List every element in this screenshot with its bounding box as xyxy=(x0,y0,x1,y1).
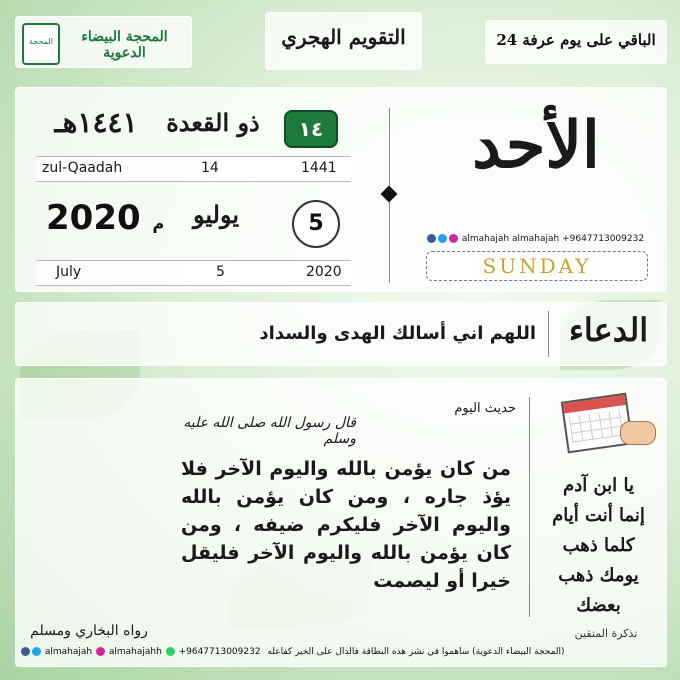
hijri-day-ar: ١٤ xyxy=(298,117,324,141)
greg-day-circle xyxy=(292,200,340,248)
reminder-line: كلما ذهب xyxy=(562,535,635,556)
social-line-text: almahajah almahajah +9647713009232 xyxy=(461,234,645,244)
hijri-en-box xyxy=(36,156,351,182)
hadith-intro: قال رسول الله صلى الله عليه وسلم xyxy=(183,415,356,447)
reminder-line: يومك ذهب xyxy=(558,565,639,586)
hadith-ornament-divider xyxy=(523,397,537,617)
hijri-month-ar: ذو القعدة xyxy=(166,108,260,137)
logo-panel xyxy=(15,16,192,68)
greg-en-box xyxy=(36,260,351,286)
hadith-panel xyxy=(15,378,667,667)
greg-year-suffix: م xyxy=(152,214,165,233)
greg-day: 5 xyxy=(308,211,324,236)
header-bar xyxy=(15,12,665,72)
hijri-year-en: 1441 xyxy=(301,160,337,176)
dua-text: اللهم اني أسالك الهدى والسداد xyxy=(259,323,536,344)
hand-icon xyxy=(620,421,656,445)
reminder-line: إنما أنت أيام xyxy=(552,505,645,526)
calendar-title-panel xyxy=(265,12,422,70)
calendar-title: التقويم الهجري xyxy=(281,25,406,49)
dua-title: الدعاء xyxy=(568,311,649,349)
greg-day-en: 5 xyxy=(216,264,225,280)
footer-phone: +9647713009232 xyxy=(178,647,261,657)
dua-panel xyxy=(15,302,667,366)
hadith-section-label: حديث اليوم xyxy=(454,401,516,416)
greg-year xyxy=(46,198,166,238)
footer xyxy=(20,647,662,663)
hijri-day-en: 14 xyxy=(201,160,219,176)
reminder-line: يا ابن آدم xyxy=(563,475,634,496)
footer-handle-2: almahajahh xyxy=(108,647,162,657)
greg-year-number: 2020 xyxy=(46,198,141,238)
hijri-month-en: zul-Qaadah xyxy=(42,160,123,176)
hadith-text: من كان يؤمن بالله واليوم الآخر فلا يؤذ جاره ، ومن كان يؤمن بالله واليوم الآخر فليكرم ضيفه ، ومن كان يؤمن بالله واليوم الآخر فليقل خيرا أو ليصمت xyxy=(181,458,511,592)
hadith-narrator: رواه البخاري ومسلم xyxy=(30,623,148,639)
day-name-en-box xyxy=(426,251,648,281)
greg-month-en: July xyxy=(56,264,82,280)
logo-text: المحجة البيضاء الدعوية xyxy=(81,29,168,61)
logo-icon xyxy=(22,23,60,65)
day-name-en: SUNDAY xyxy=(482,254,592,278)
reminder-lines xyxy=(536,471,661,621)
arafah-countdown: الباقي على يوم عرفة 24 xyxy=(496,31,656,49)
date-panel xyxy=(15,87,667,292)
arafah-countdown-panel xyxy=(485,20,667,64)
social-line xyxy=(426,234,644,244)
hijri-day-box xyxy=(284,110,338,148)
reminder-label: تذكرة المتقين xyxy=(574,627,638,640)
dua-divider xyxy=(548,311,549,357)
ornament-diamond xyxy=(381,186,398,203)
ornament-divider xyxy=(376,108,404,283)
logo-small-text: المحجة xyxy=(29,37,53,46)
reminder-line: بعضك xyxy=(576,595,621,616)
footer-note: (المحجة البيضاء الدعوية) ساهموا في نشر هذه البطاقة فالدال على الخير كفاعله xyxy=(267,647,565,657)
day-name-ar: الأحد xyxy=(472,108,600,183)
footer-handle-1: almahajah xyxy=(44,647,93,657)
hijri-year-ar: ١٤٤١هـ xyxy=(54,106,138,139)
greg-year-en: 2020 xyxy=(306,264,342,280)
greg-month-ar: يوليو xyxy=(192,200,240,229)
